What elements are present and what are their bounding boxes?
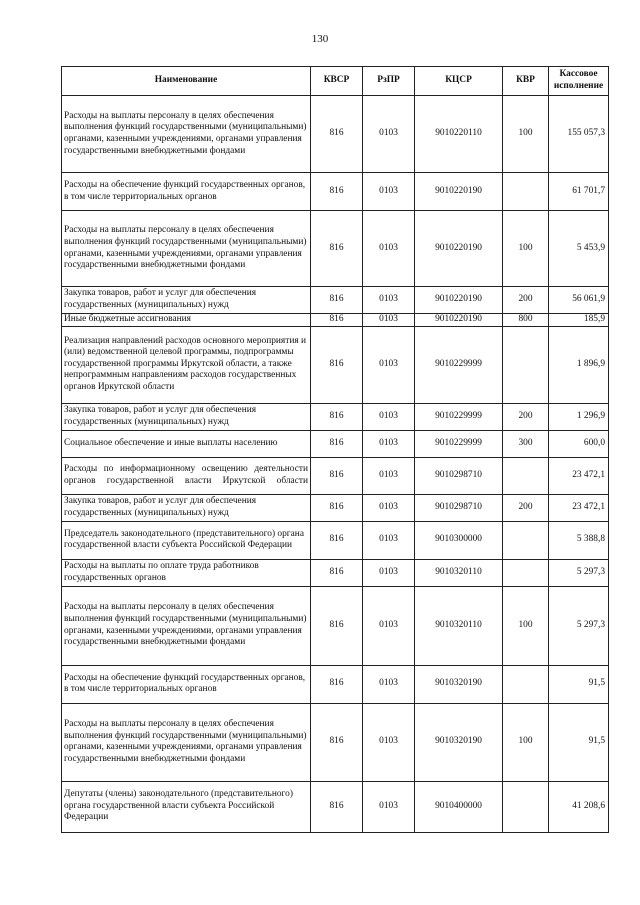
row-kvr-cell — [503, 665, 549, 703]
row-kvr-cell: 100 — [503, 586, 549, 665]
table-row — [62, 703, 609, 781]
row-amount-cell: 23 472,1 — [549, 494, 609, 521]
row-kvsr-cell: 816 — [311, 211, 363, 287]
table-row — [62, 665, 609, 703]
row-name-cell: Расходы на выплаты персоналу в целях обеспечения выполнения функций государственными (муниципальными) органами, казенными учреждениями, органами управления государственными внебюджетными фондами — [62, 211, 311, 287]
table-row — [62, 287, 609, 314]
row-amount-cell: 5 388,8 — [549, 521, 609, 559]
row-amount-cell: 600,0 — [549, 430, 609, 457]
header-kvr: КВР — [503, 67, 549, 96]
row-kcsr-cell: 9010400000 — [415, 781, 503, 832]
row-kvr-cell — [503, 326, 549, 403]
row-kcsr-cell: 9010320190 — [415, 665, 503, 703]
table-row — [62, 781, 609, 832]
row-amount-cell: 41 208,6 — [549, 781, 609, 832]
row-kvr-cell: 100 — [503, 96, 549, 173]
header-kvsr: КВСР — [311, 67, 363, 96]
row-kvr-cell: 200 — [503, 287, 549, 314]
row-kcsr-cell: 9010220190 — [415, 173, 503, 211]
row-kvsr-cell: 816 — [311, 314, 363, 327]
row-kcsr-cell: 9010220110 — [415, 96, 503, 173]
row-kvr-cell — [503, 559, 549, 586]
row-amount-cell: 5 453,9 — [549, 211, 609, 287]
header-row — [62, 67, 609, 96]
budget-table — [61, 66, 609, 833]
row-rzpr-cell: 0103 — [363, 665, 415, 703]
row-amount-cell: 155 057,3 — [549, 96, 609, 173]
row-name-cell: Расходы на выплаты по оплате труда работников государственных органов — [62, 559, 311, 586]
row-kcsr-cell: 9010320110 — [415, 559, 503, 586]
row-rzpr-cell: 0103 — [363, 586, 415, 665]
row-name-cell: Расходы на обеспечение функций государственных органов, в том числе территориальных органов — [62, 173, 311, 211]
row-rzpr-cell: 0103 — [363, 287, 415, 314]
table-row — [62, 521, 609, 559]
row-amount-cell: 56 061,9 — [549, 287, 609, 314]
table-row — [62, 403, 609, 430]
row-name-cell: Закупка товаров, работ и услуг для обеспечения государственных (муниципальных) нужд — [62, 403, 311, 430]
row-rzpr-cell: 0103 — [363, 703, 415, 781]
table-row — [62, 457, 609, 494]
table-row — [62, 173, 609, 211]
row-rzpr-cell: 0103 — [363, 326, 415, 403]
row-kvsr-cell: 816 — [311, 494, 363, 521]
row-kvsr-cell: 816 — [311, 703, 363, 781]
row-rzpr-cell: 0103 — [363, 211, 415, 287]
row-kvsr-cell: 816 — [311, 665, 363, 703]
row-name-cell: Закупка товаров, работ и услуг для обеспечения государственных (муниципальных) нужд — [62, 494, 311, 521]
table-body — [62, 96, 609, 833]
row-kvr-cell: 100 — [503, 211, 549, 287]
row-kvsr-cell: 816 — [311, 287, 363, 314]
row-amount-cell: 185,9 — [549, 314, 609, 327]
row-kcsr-cell: 9010229999 — [415, 430, 503, 457]
row-kvr-cell — [503, 173, 549, 211]
row-kcsr-cell: 9010320110 — [415, 586, 503, 665]
table-row — [62, 326, 609, 403]
row-rzpr-cell: 0103 — [363, 521, 415, 559]
row-rzpr-cell: 0103 — [363, 96, 415, 173]
row-amount-cell: 23 472,1 — [549, 457, 609, 494]
table-row — [62, 96, 609, 173]
row-kcsr-cell: 9010298710 — [415, 494, 503, 521]
row-amount-cell: 5 297,3 — [549, 559, 609, 586]
row-name-cell: Расходы на выплаты персоналу в целях обеспечения выполнения функций государственными (муниципальными) органами, казенными учреждениями, органами управления государственными внебюджетными фондами — [62, 703, 311, 781]
row-kvsr-cell: 816 — [311, 403, 363, 430]
row-kvr-cell: 200 — [503, 494, 549, 521]
row-kcsr-cell: 9010300000 — [415, 521, 503, 559]
table-row — [62, 430, 609, 457]
row-kvsr-cell: 816 — [311, 430, 363, 457]
row-amount-cell: 91,5 — [549, 665, 609, 703]
row-rzpr-cell: 0103 — [363, 457, 415, 494]
row-kcsr-cell: 9010220190 — [415, 211, 503, 287]
row-kvr-cell: 100 — [503, 703, 549, 781]
row-name-cell: Депутаты (члены) законодательного (представительного) органа государственной власти субъекта Российской Федерации — [62, 781, 311, 832]
header-rzpr: РзПР — [363, 67, 415, 96]
row-name-cell: Закупка товаров, работ и услуг для обеспечения государственных (муниципальных) нужд — [62, 287, 311, 314]
row-kvsr-cell: 816 — [311, 521, 363, 559]
row-amount-cell: 91,5 — [549, 703, 609, 781]
row-rzpr-cell: 0103 — [363, 314, 415, 327]
row-kvsr-cell: 816 — [311, 586, 363, 665]
row-kcsr-cell: 9010320190 — [415, 703, 503, 781]
row-amount-cell: 5 297,3 — [549, 586, 609, 665]
row-kvr-cell: 200 — [503, 403, 549, 430]
row-kvsr-cell: 816 — [311, 96, 363, 173]
row-rzpr-cell: 0103 — [363, 559, 415, 586]
header-name: Наименование — [62, 67, 311, 96]
row-kvsr-cell: 816 — [311, 781, 363, 832]
table-row — [62, 586, 609, 665]
row-name-cell: Реализация направлений расходов основного мероприятия и (или) ведомственной целевой программы, подпрограммы государственной программы Иркутской области, а также непрограммным направлениям расходов государственных органов Иркутской области — [62, 326, 311, 403]
row-name-cell: Расходы на выплаты персоналу в целях обеспечения выполнения функций государственными (муниципальными) органами, казенными учреждениями, органами управления государственными внебюджетными фондами — [62, 96, 311, 173]
page-number: 130 — [311, 33, 329, 45]
row-rzpr-cell: 0103 — [363, 430, 415, 457]
row-kvr-cell — [503, 521, 549, 559]
row-kvr-cell: 300 — [503, 430, 549, 457]
row-name-cell: Расходы по информационному освещению деятельности органов государственной власти Иркутской области — [62, 457, 311, 494]
row-kvr-cell — [503, 457, 549, 494]
row-rzpr-cell: 0103 — [363, 494, 415, 521]
row-kvsr-cell: 816 — [311, 326, 363, 403]
row-kcsr-cell: 9010220190 — [415, 314, 503, 327]
row-kcsr-cell: 9010298710 — [415, 457, 503, 494]
row-amount-cell: 1 296,9 — [549, 403, 609, 430]
row-kvsr-cell: 816 — [311, 559, 363, 586]
row-amount-cell: 1 896,9 — [549, 326, 609, 403]
row-name-cell: Расходы на выплаты персоналу в целях обеспечения выполнения функций государственными (муниципальными) органами, казенными учреждениями, органами управления государственными внебюджетными фондами — [62, 586, 311, 665]
row-rzpr-cell: 0103 — [363, 403, 415, 430]
header-amount: Кассовое исполнение — [549, 67, 609, 96]
row-kcsr-cell: 9010229999 — [415, 403, 503, 430]
row-kvsr-cell: 816 — [311, 457, 363, 494]
table-row — [62, 314, 609, 327]
row-name-cell: Председатель законодательного (представительного) органа государственной власти субъекта Российской Федерации — [62, 521, 311, 559]
row-name-cell: Иные бюджетные ассигнования — [62, 314, 311, 327]
row-kcsr-cell: 9010229999 — [415, 326, 503, 403]
row-kvr-cell — [503, 781, 549, 832]
row-rzpr-cell: 0103 — [363, 173, 415, 211]
row-kvsr-cell: 816 — [311, 173, 363, 211]
row-name-cell: Социальное обеспечение и иные выплаты населению — [62, 430, 311, 457]
row-kcsr-cell: 9010220190 — [415, 287, 503, 314]
header-kcsr: КЦСР — [415, 67, 503, 96]
table-row — [62, 559, 609, 586]
row-kvr-cell: 800 — [503, 314, 549, 327]
row-name-cell: Расходы на обеспечение функций государственных органов, в том числе территориальных органов — [62, 665, 311, 703]
row-amount-cell: 61 701,7 — [549, 173, 609, 211]
table-row — [62, 494, 609, 521]
table-row — [62, 211, 609, 287]
row-rzpr-cell: 0103 — [363, 781, 415, 832]
